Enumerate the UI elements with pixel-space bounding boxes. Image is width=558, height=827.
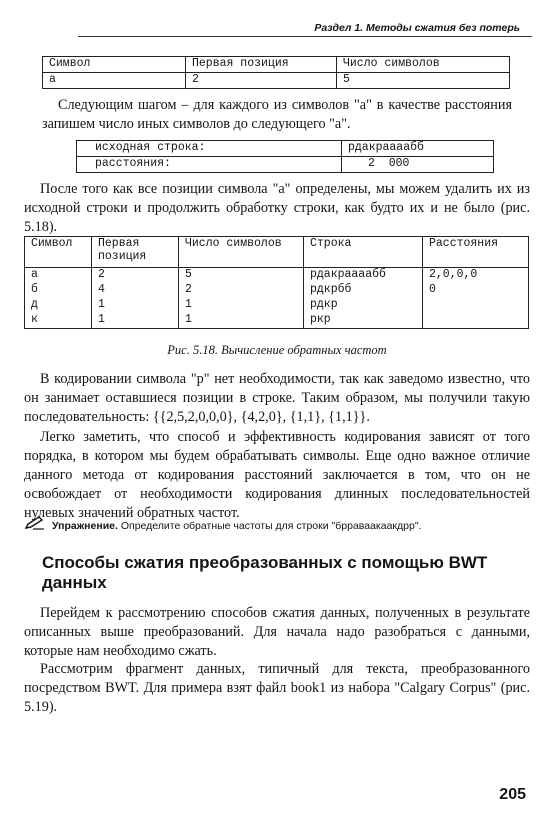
running-header: Раздел 1. Методы сжатия без потерь bbox=[314, 22, 520, 34]
table-row bbox=[77, 141, 494, 157]
table-cell: рдкрбб bbox=[304, 283, 423, 298]
table-cell: 2 bbox=[179, 283, 304, 298]
paragraph: В кодировании символа "р" нет необходимости, так как заведомо известно, что он занимает оставшиеся позиции в строке. Таким образом, мы получили такую последовательность: {{2,5,2,0,0,0}, {4,2,0}, {1,1}, {1,1}}. bbox=[24, 371, 530, 425]
paragraph: Следующим шагом – для каждого из символов "а" в качестве расстояния запишем число иных символов до следующего "а". bbox=[42, 97, 512, 132]
table-cell: исходная строка: bbox=[77, 141, 342, 157]
table-row bbox=[25, 298, 529, 313]
table-header-cell: Первая позиция bbox=[186, 57, 337, 73]
table-cell bbox=[423, 313, 529, 329]
table-row bbox=[25, 268, 529, 284]
exercise-note bbox=[24, 520, 534, 532]
table-row bbox=[25, 283, 529, 298]
table-cell: а bbox=[31, 268, 38, 281]
table-header-row bbox=[25, 237, 529, 268]
paragraph: После того как все позиции символа "а" определены, мы можем удалить их из исходной строки и продолжить обработку строки, как будто их и не было (рис. 5.18). bbox=[24, 181, 530, 235]
table-cell: 4 bbox=[92, 283, 179, 298]
table-row bbox=[43, 73, 510, 89]
table-cell: 2 bbox=[186, 73, 337, 89]
table-cell: 1 bbox=[179, 298, 304, 313]
table-header-cell: Символ bbox=[25, 237, 92, 268]
table-row bbox=[25, 313, 529, 329]
table-cell: 1 bbox=[179, 313, 304, 329]
table-cell: д bbox=[31, 298, 38, 311]
table-cell: 5 bbox=[337, 73, 510, 89]
table-cell: 0 bbox=[423, 283, 529, 298]
header-rule bbox=[78, 36, 532, 37]
exercise-label: Упражнение. bbox=[52, 520, 118, 532]
paragraph: Легко заметить, что способ и эффективность кодирования зависят от того порядка, в котором мы будем обрабатывать символы. Еще одно важное отличие данного метода от кодирования расстояний заключается в том, что он не освобождает от необходимости кодирования длинных последовательностей нулевых значений обратных частот. bbox=[24, 429, 530, 521]
pencil-icon bbox=[24, 516, 46, 530]
table-header-cell: Первая позиция bbox=[92, 237, 179, 268]
table-cell: 2 000 bbox=[342, 157, 494, 173]
table-cell: расстояния: bbox=[77, 157, 342, 173]
table-cell: ркр bbox=[304, 313, 423, 329]
table-header-cell: Символ bbox=[43, 57, 186, 73]
inverse-frequency-table bbox=[24, 236, 529, 329]
table-cell: 2 bbox=[92, 268, 179, 284]
table-cell: 1 bbox=[92, 298, 179, 313]
table-cell: рдакраааабб bbox=[342, 141, 494, 157]
section-heading: Способы сжатия преобразованных с помощью BWT данных bbox=[42, 553, 488, 592]
table-header-cell: Строка bbox=[304, 237, 423, 268]
table-cell: рдкр bbox=[304, 298, 423, 313]
table-row bbox=[77, 157, 494, 173]
table-header-cell: Расстояния bbox=[423, 237, 529, 268]
table-header-row bbox=[43, 57, 510, 73]
table-cell: 1 bbox=[92, 313, 179, 329]
table-cell: к bbox=[31, 313, 38, 326]
table-cell: б bbox=[31, 283, 38, 296]
exercise-text: Определите обратные частоты для строки "брраваакаакдрр". bbox=[120, 520, 422, 532]
distance-table bbox=[76, 140, 494, 173]
page-number: 205 bbox=[499, 786, 526, 803]
paragraph: Перейдем к рассмотрению способов сжатия данных, полученных в результате описанных выше преобразований. Для начала надо разобраться с данными, которые нам необходимо сжать. bbox=[24, 605, 530, 659]
table-header-cell: Число символов bbox=[179, 237, 304, 268]
table-cell: а bbox=[43, 73, 186, 89]
table-cell: 5 bbox=[179, 268, 304, 284]
figure-caption: Рис. 5.18. Вычисление обратных частот bbox=[167, 343, 387, 357]
paragraph: Рассмотрим фрагмент данных, типичный для текста, преобразованного посредством BWT. Для примера взят файл book1 из набора "Calgary Corpus" (рис. 5.19). bbox=[24, 661, 530, 715]
table-cell bbox=[423, 298, 529, 313]
table-header-cell: Число символов bbox=[337, 57, 510, 73]
table-cell: 2,0,0,0 bbox=[423, 268, 529, 284]
symbol-table bbox=[42, 56, 510, 89]
table-cell: рдакраааабб bbox=[304, 268, 423, 284]
